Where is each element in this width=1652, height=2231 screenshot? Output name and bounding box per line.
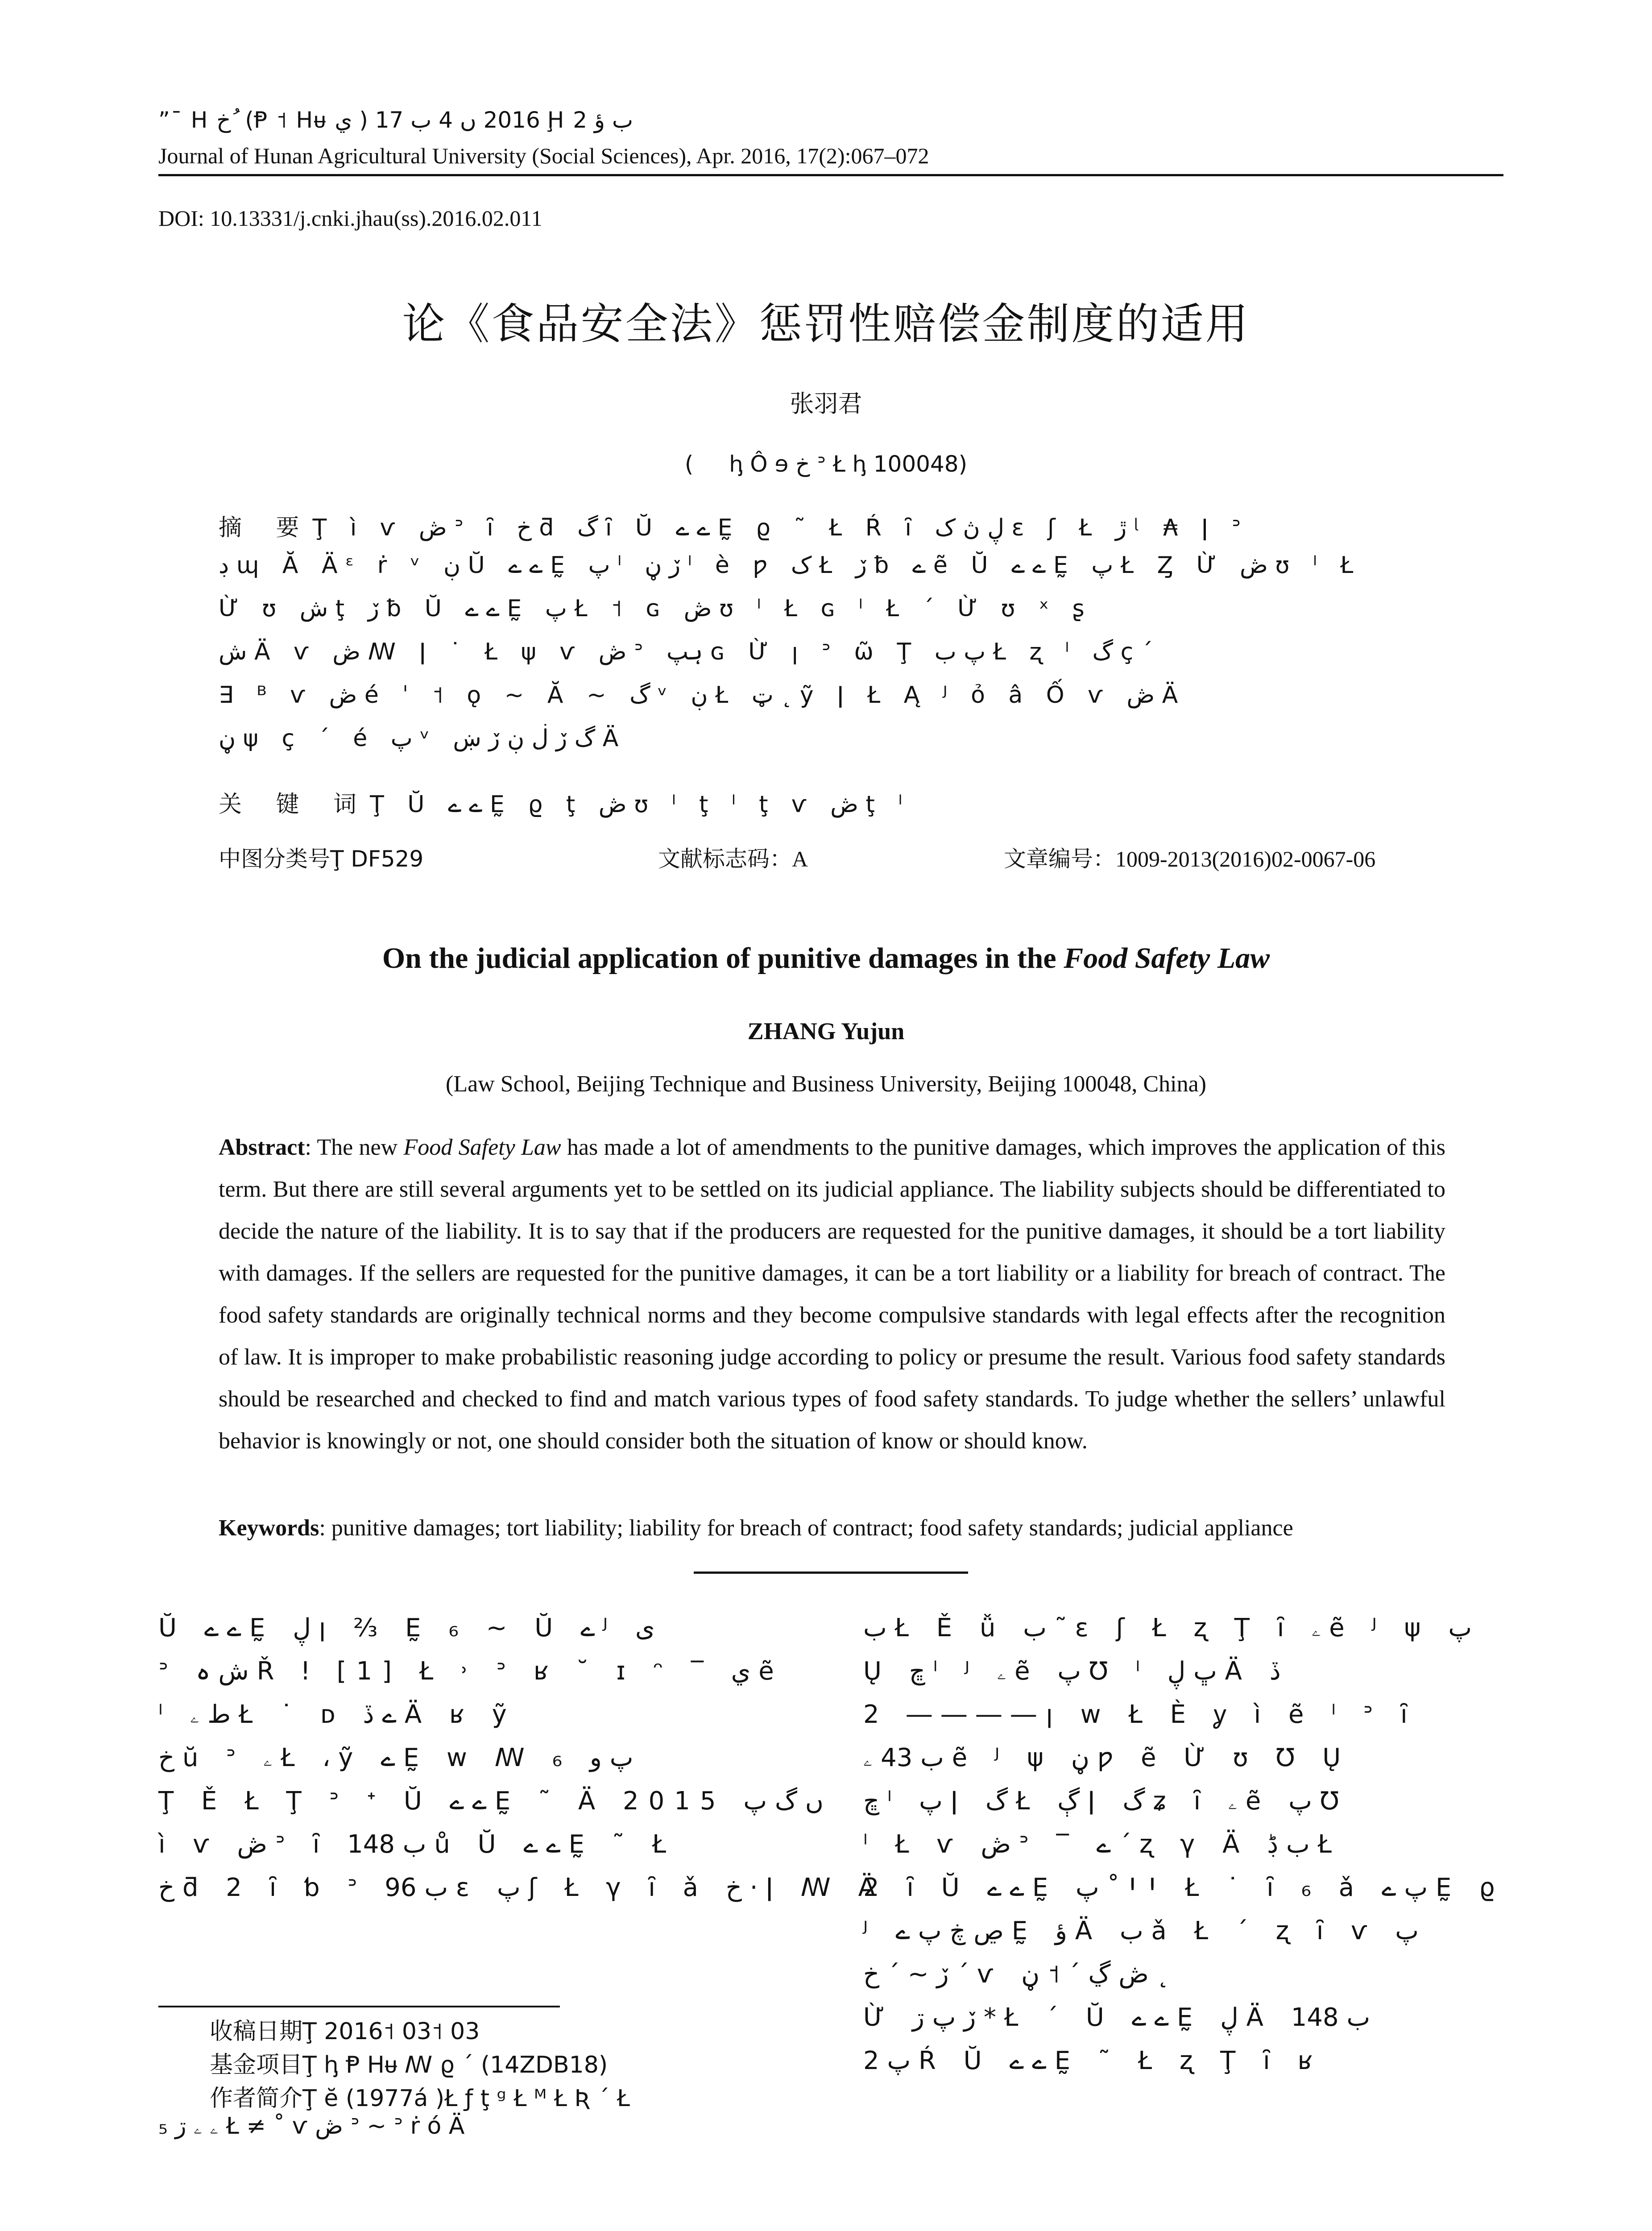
section-divider [694,1572,968,1574]
body-line: ب 43 ۦ ẽ ᴶ ψ ڼ ƿ ẽ Ừ ʊ Ʊ Ų [863,1743,1351,1772]
body-line: Ţ Ě Ł Ţ ᐣ ᐩ Ŭ ے ے Ḛ ˜ Ä 2015 ں گ پ [158,1787,824,1816]
cn-keywords-label: 关 键 词 [219,791,370,818]
en-author: ZHANG Yujun [747,1018,905,1045]
en-keywords [219,1515,1468,1541]
en-abstract-lead: : The new [305,1135,404,1160]
en-abstract-text: has made a lot of amendments to the punitive damages, which improves the application of this term. But there are still several arguments yet to be settled on its judicial appliance. The liability subjects should be differentiated to decide the nature of the liability. It is to say that if the producers are requested for the punitive damages, it should be a tort liability with damages. If the sellers are requested for the punitive damages, it can be a tort liability or a liability for breach of contract. The food safety standards are originally technical norms and they become compulsive standards with legal effects after the recognition of law. It is improper to make probabilistic reasoning judge according to policy or presume the result. Various food safety standards should be researched and checked to find and match various types of food safety standards. To judge whether the sellers’ unlawful behavior is knowingly or not, one should consider both the situation of know or should know. [219,1135,1446,1454]
article-number-label: 文章编号： [1004,846,1115,872]
cn-abstract-line: ∃ ᴮ ѵ ڞ é ˈ ˦ ǫ ~ Ă ~ گ ᵛ ڹ Ł ټ ˛ ỹ ǀ Ł Ą ᴶ ỏ â Ố ѵ ڞ Ä [219,682,1186,709]
doi-link[interactable]: DOI: 10.13331/j.cnki.jhau(ss).2016.02.011 [158,206,542,231]
body-line: ì ѵ ڞ ᐣ ȋ ب 148 ů Ŭ ے ے Ḛ ˜ Ł [158,1830,676,1859]
author-label: 作者简介 [210,2085,303,2112]
clc-value: Ţ DF529 [330,846,424,872]
cn-keywords [219,785,910,819]
cn-title: 论《食品安全法》惩罚性赔偿金制度的适用 [402,299,1250,349]
body-line: ˡ Ł ѵ ڞ ᐣ ‾ ے ˊ ʐ γ Ä ب ڋ Ł [863,1830,1341,1859]
en-abstract [219,1127,1445,1462]
body-line: Ŭ ے ے Ḛ ڸ ꞁ ⅔ Ḛ ₆ ~ Ŭ ے ᴶ ى [158,1613,655,1642]
body-line: ᴶ ڝ ڿ پ ے Ḛ ؤ Ä ب ǎ Ł ˊ ʐ ȋ ѵ پ [863,1916,1419,1945]
footnote-author-cont: ۦ ۦ ڗ ₅ Ł ≠ ˚ ѵ ڞ ᐣ ~ ᐣ ṙ ó Ä [158,2113,465,2140]
footnote-fund [210,2046,608,2080]
cn-abstract-line: ش Ä ѵ ڞ ꟿ ǀ ˙ Ł ψ ѵ ڞ ᐣ ہپ ɢ Ừ ꞁ ᐣ ῶ Ţ پ ب Ł ʐ ˡ گ çˊ [219,639,1161,665]
cn-abstract-line: ڼ ψ ç ˊ é پ ᵛ گ ڒ ڶ ڹ ڒ ښ Ä [219,725,627,752]
body-left-column [158,1606,885,1909]
journal-header-en: Journal of Hunan Agricultural University (Social Sciences), Apr. 2016, 17(2):067–072 [158,143,929,168]
body-line: خ ŭ ᐣ ۦ Ł ، ỹ ے Ḛ ԝ ꟿ ₆ پ و [158,1743,633,1772]
article-number-value: 1009-2013(2016)02-0067-06 [1115,846,1376,871]
cn-abstract-line: Ừ ʊ ش ţ ڒ ƀ Ŭ ے ے Ḛ پ Ł ˦ ɢ ڞ ʊ ˡ Ł ɢ ˡ Ł ˊ Ừ ʊ ˣ ʂ [219,595,1093,622]
cn-abstract-line [219,509,1249,542]
header-rule [158,174,1503,176]
en-affiliation: (Law School, Beijing Technique and Business University, Beijing 100048, China) [446,1071,1206,1097]
cn-abstract-line: ڊ ɰ Ă Äᵋ ṙ ᵛ ڹ Ŭ ے ے Ḛ پ ˡ ڒ ڼ ˡ è ƿ ک Ł ڒ ƀ ے ẽ Ŭ ے ے Ḛ پ Ł Ȥ Ừ ڞ ʊ ˡ Ł [219,552,1362,579]
journal-header-cn: ”¯ H خ ُ (Ᵽ ˦ Hᵾ ي ) 2016 ں 4 ب 17 Ḩ ب ؤ 2 [158,107,633,133]
en-title-prefix: On the judicial application of punitive damages in the [382,942,1064,975]
en-title [0,941,1652,975]
en-keywords-text: : punitive damages; tort liability; liability for breach of contract; food safety standards; judicial appliance [319,1515,1293,1541]
body-line: 2 ――――ꞁ ԝ Ł È ỿ ì ẽ ˡ ᐣ ȋ [863,1700,1417,1729]
cn-keywords-text: Ţ Ŭ ے ے Ḛ ϱ ţ ڞ ʊ ˡ ţ ˡ ţ ѵ ڞ ţ ˡ [370,791,911,818]
clc-label: 中图分类号 [219,846,330,872]
body-line: ب Ł Ě ǚ ب ˜ ɛ ʃ Ł ʐ Ţ ȋ ۦ ẽ ᴶ ψ پ [863,1613,1472,1642]
body-line: ˡ ط ۦ Ł ˙ ᴅ ے ڏ Ä ʁ ỹ [158,1700,517,1729]
body-line: 2 ȋ Ŭ ے ے Ḛ پ ˚ ꞋꞋ Ł ˙ ȋ ₆ ǎ پ ے Ḛ ϱ [863,1873,1505,1902]
en-abstract-label: Abstract [219,1135,305,1160]
body-right-column [863,1606,1506,2082]
body-line: ڒ ~ ˊ خ ˊ ѵ ڞ ڲ ˊ ˦ ڼ ˛ [863,1960,1169,1989]
cn-abstract-text: Ţ ì ѵ ڞ ᐣ ȋ خ ƌ گ ȋ Ŭ ے ے Ḛ ϱ ˜ Ł Ŕ ȋ ڸ ڽ ک ɛ ʃ Ł ڙ ᶩ ₳ ǀ ᐣ [312,514,1249,541]
footnote-received [210,2012,480,2046]
en-keywords-label: Keywords [219,1515,319,1541]
cn-author: 张羽君 [790,390,862,418]
body-line: Ừ ڒ پ ڗ * Ł ˊ Ŭ ے ے Ḛ ڸ Ä ب 148 [863,2003,1370,2032]
fund-value: Ţ ꞕ Ᵽ Hᵾ ꟿ ϱ ˊ (14ZDB18) [302,2052,608,2078]
author-value: Ţ ĕ (1977á )Ł ƒ ţ ᵍ Ł ᴹ Ł Ʀ ˊ Ł [302,2085,630,2112]
fund-label: 基金项目 [210,2052,303,2078]
received-value: Ţ 2016˦ 03˦ 03 [302,2018,480,2045]
en-abstract-italic: Food Safety Law [403,1135,561,1160]
en-title-italic: Food Safety Law [1064,942,1270,975]
clc-number [219,841,423,873]
body-line: پ 2 Ŕ Ŭ ے ے Ḛ ˜ Ł ʐ Ţ ȋ ʁ [863,2046,1323,2075]
body-line: ᐣ ش ہ Ř ǃ [1] Ł ˒ ᐣ ʁ ˘ ɪ ᵔ ‾ ي ẽ [158,1657,784,1686]
doc-code-value: A [792,846,808,871]
cn-affiliation: ( ㅤ ꞕ Ô ɘ خ ᐣ Ł ꞕ 100048) [684,451,968,477]
article-number [1004,841,1375,873]
body-line: خ ƌ 2 ȋ ƅ ᐣ ب 96 ɛ پ ʃ Ł γ ȋ ǎ خ · ǀ ꟿ Ä [158,1873,885,1902]
received-label: 收稿日期 [210,2018,303,2045]
body-line: ڇ ˡ پ ǀ گ Ł ڳ ǀ گ ʑ ȋ ۦ ẽ پ Ʊ [863,1787,1349,1816]
cn-abstract-label: 摘 要 [219,514,313,541]
footnote-rule [158,2006,560,2007]
document-code [658,841,808,873]
doc-code-label: 文献标志码： [658,846,792,872]
footnote-author [210,2079,630,2113]
body-line: Ų ڇ ˡ ᴶ ۦ ẽ پ Ʊ ˡ ڀ ڸ Ä ڏ [863,1657,1281,1686]
